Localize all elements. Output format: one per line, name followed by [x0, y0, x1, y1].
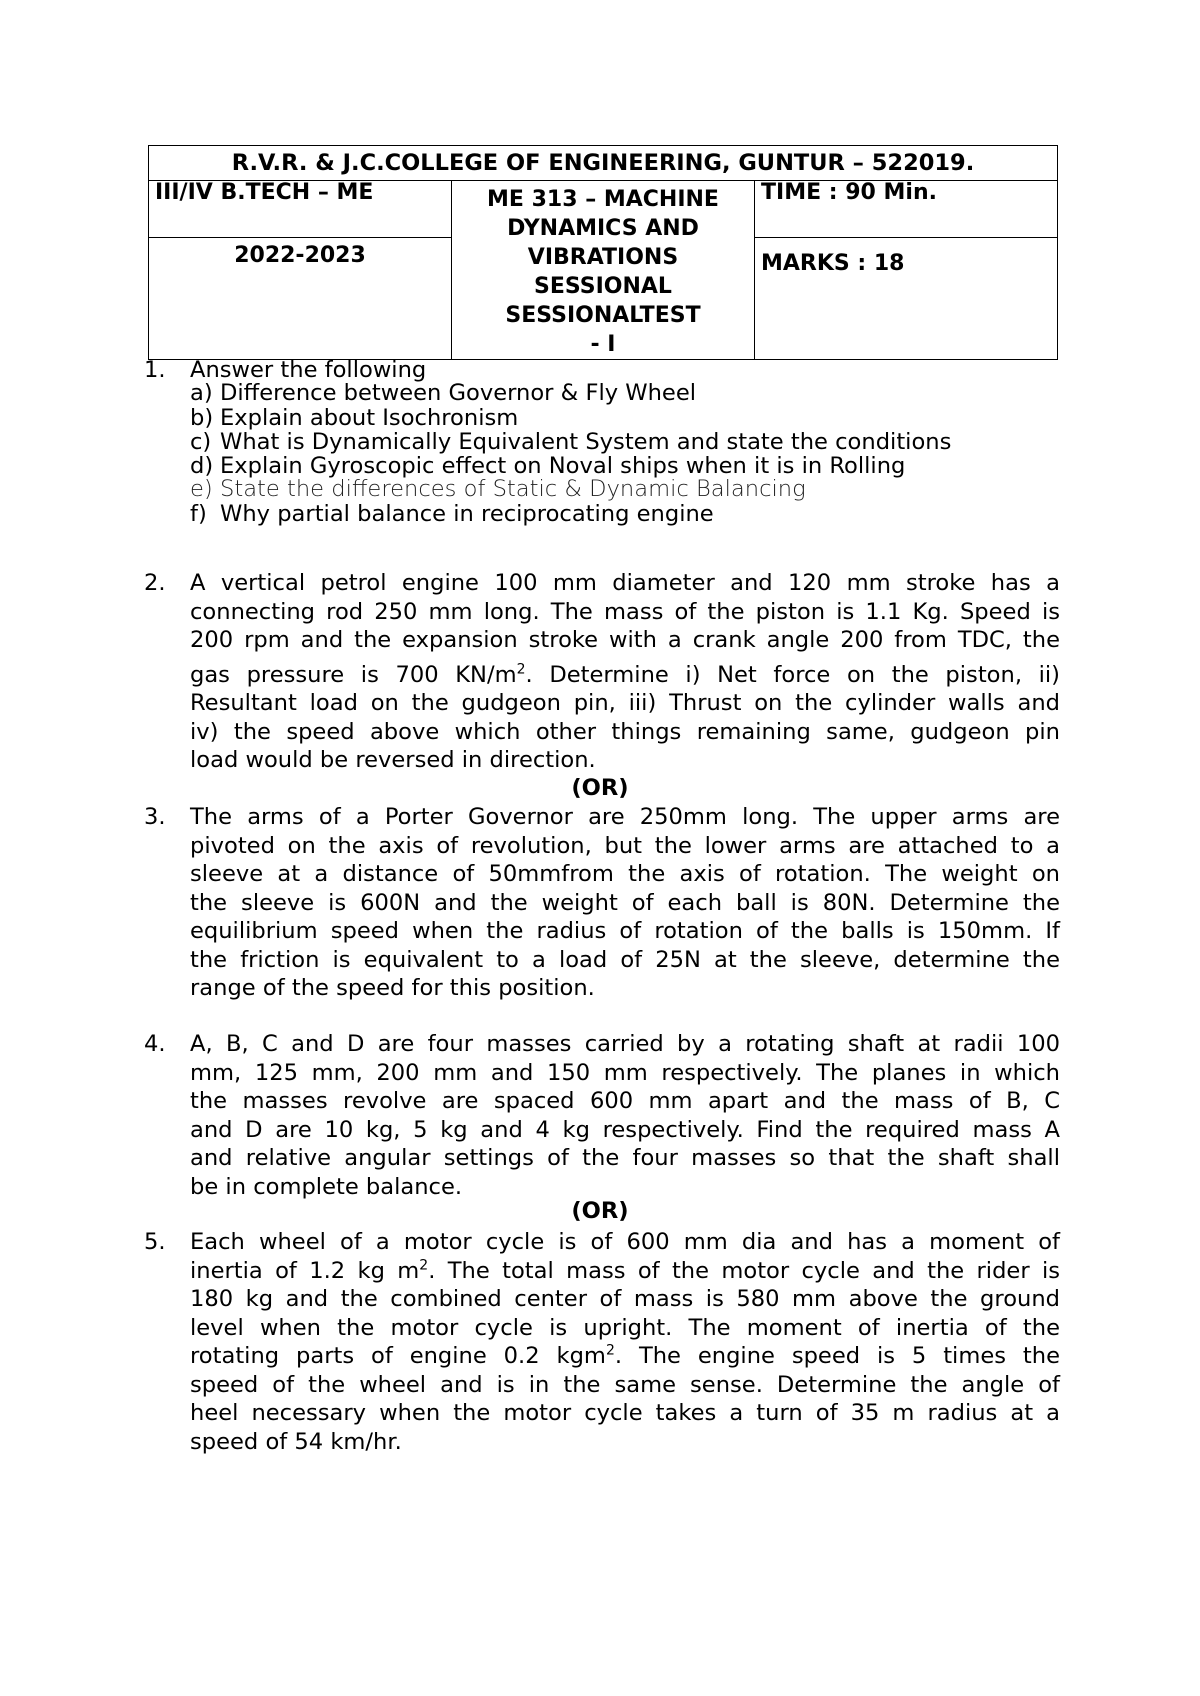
subject-line: ME 313 – MACHINE — [487, 187, 719, 212]
text-fragment: . Determine i) Net force on the piston, ii) — [525, 661, 1061, 688]
subject-line: DYNAMICS AND VIBRATIONS — [507, 216, 699, 270]
question-number: 3. — [144, 804, 166, 830]
time-label: TIME : 90 Min. — [761, 180, 937, 205]
question-3-text — [190, 803, 1060, 1003]
text-line: pivoted on the axis of revolution, but the lower arms are attached to a — [190, 832, 1060, 859]
part-text: Explain about Isochronism — [220, 405, 519, 431]
question-1-part — [190, 454, 905, 478]
text-fragment: inertia of 1.2 kg m — [190, 1257, 420, 1284]
class-label: III/IV B.TECH – ME — [155, 180, 374, 205]
text-fragment: . The total mass of the motor cycle and the rider is — [428, 1257, 1060, 1284]
text-line: Resultant load on the gudgeon pin, iii) Thrust on the cylinder walls and — [190, 690, 1060, 716]
part-text: State the differences of Static & Dynamic Balancing — [220, 476, 806, 502]
part-label: e) — [190, 476, 213, 502]
year-cell — [149, 237, 452, 359]
question-1-part — [190, 406, 518, 430]
text-line: A, B, C and D are four masses carried by a rotating shaft at radii 100 — [190, 1031, 1060, 1057]
text-line: and relative angular settings of the four masses so that the shaft shall — [190, 1145, 1060, 1171]
text-line — [190, 1257, 1060, 1286]
text-line: The arms of a Porter Governor are 250mm long. The upper arms are — [190, 804, 1060, 830]
text-fragment: rotating parts of engine 0.2 kgm — [190, 1343, 606, 1369]
text-fragment: . The engine speed is 5 times the — [614, 1343, 1060, 1369]
text-line: the sleeve is 600N and the weight of each ball is 80N. Determine the — [190, 889, 1060, 916]
text-line: mm, 125 mm, 200 mm and 150 mm respectively. The planes in which — [190, 1059, 1060, 1086]
or-separator: (OR) — [571, 775, 629, 801]
text-line: level when the motor cycle is upright. The moment of inertia of the — [190, 1314, 1060, 1341]
text-line: load would be reversed in direction. — [190, 747, 596, 773]
text-line: 180 kg and the combined center of mass is 580 mm above the ground — [190, 1286, 1060, 1312]
superscript: 2 — [419, 1256, 429, 1273]
text-line: 200 rpm and the expansion stroke with a crank angle 200 from TDC, the — [190, 627, 1060, 653]
class-cell — [149, 181, 452, 238]
superscript: 2 — [516, 660, 526, 677]
question-1-part — [190, 430, 951, 454]
question-1-title: Answer the following — [190, 357, 427, 383]
subject-cell — [452, 181, 755, 360]
text-line: equilibrium speed when the radius of rotation of the balls is 150mm. If — [190, 918, 1060, 944]
header-table — [148, 145, 1058, 360]
question-1-part — [190, 502, 714, 526]
question-number: 1. — [144, 357, 166, 383]
part-text: Why partial balance in reciprocating engine — [220, 501, 714, 527]
part-text: What is Dynamically Equivalent System and state the conditions — [220, 429, 952, 455]
superscript: 2 — [605, 1342, 615, 1359]
part-text: Difference between Governor & Fly Wheel — [220, 380, 697, 406]
text-line: iv) the speed above which other things remaining same, gudgeon pin — [190, 718, 1060, 745]
college-name: R.V.R. & J.C.COLLEGE OF ENGINEERING, GUNTUR – 522019. — [149, 146, 1058, 181]
text-line: the masses revolve are spaced 600 mm apart and the mass of B, C — [190, 1088, 1060, 1114]
part-label: f) — [190, 501, 207, 527]
text-line: speed of the wheel and is in the same sense. Determine the angle of — [190, 1371, 1060, 1398]
year-label: 2022-2023 — [234, 242, 366, 268]
question-4-text — [190, 1030, 1060, 1201]
marks-label: MARKS : 18 — [761, 250, 905, 276]
part-label: b) — [190, 405, 214, 431]
subject-line: - I — [590, 332, 616, 357]
text-line — [190, 661, 1060, 690]
question-number: 2. — [144, 570, 166, 596]
time-cell — [755, 181, 1058, 238]
question-1-part — [190, 381, 696, 405]
text-line: Each wheel of a motor cycle is of 600 mm dia and has a moment of — [190, 1229, 1060, 1255]
subject-line: SESSIONAL SESSIONALTEST — [505, 274, 701, 328]
question-1-part — [190, 477, 806, 501]
part-label: a) — [190, 380, 213, 406]
text-line: heel necessary when the motor cycle takes a turn of 35 m radius at a — [190, 1400, 1060, 1426]
text-line — [190, 1342, 1060, 1371]
text-line: sleeve at a distance of 50mmfrom the axis of rotation. The weight on — [190, 861, 1060, 887]
text-line: A vertical petrol engine 100 mm diameter and 120 mm stroke has a — [190, 570, 1060, 596]
text-line: range of the speed for this position. — [190, 975, 595, 1001]
marks-cell — [755, 237, 1058, 359]
text-line: speed of 54 km/hr. — [190, 1428, 402, 1455]
text-line: be in complete balance. — [190, 1173, 463, 1200]
question-2-text — [190, 569, 1060, 775]
part-label: d) — [190, 453, 214, 479]
question-number: 5. — [144, 1229, 166, 1255]
text-fragment: gas pressure is 700 KN/m — [190, 661, 517, 688]
text-line: connecting rod 250 mm long. The mass of the piston is 1.1 Kg. Speed is — [190, 598, 1060, 625]
question-number: 4. — [144, 1031, 166, 1057]
part-text: Explain Gyroscopic effect on Noval ships when it is in Rolling — [220, 453, 906, 479]
text-line: and D are 10 kg, 5 kg and 4 kg respectively. Find the required mass A — [190, 1116, 1060, 1143]
text-line: the friction is equivalent to a load of 25N at the sleeve, determine the — [190, 946, 1060, 973]
or-separator: (OR) — [571, 1198, 629, 1224]
question-5-text — [190, 1228, 1060, 1456]
part-label: c) — [190, 429, 212, 455]
